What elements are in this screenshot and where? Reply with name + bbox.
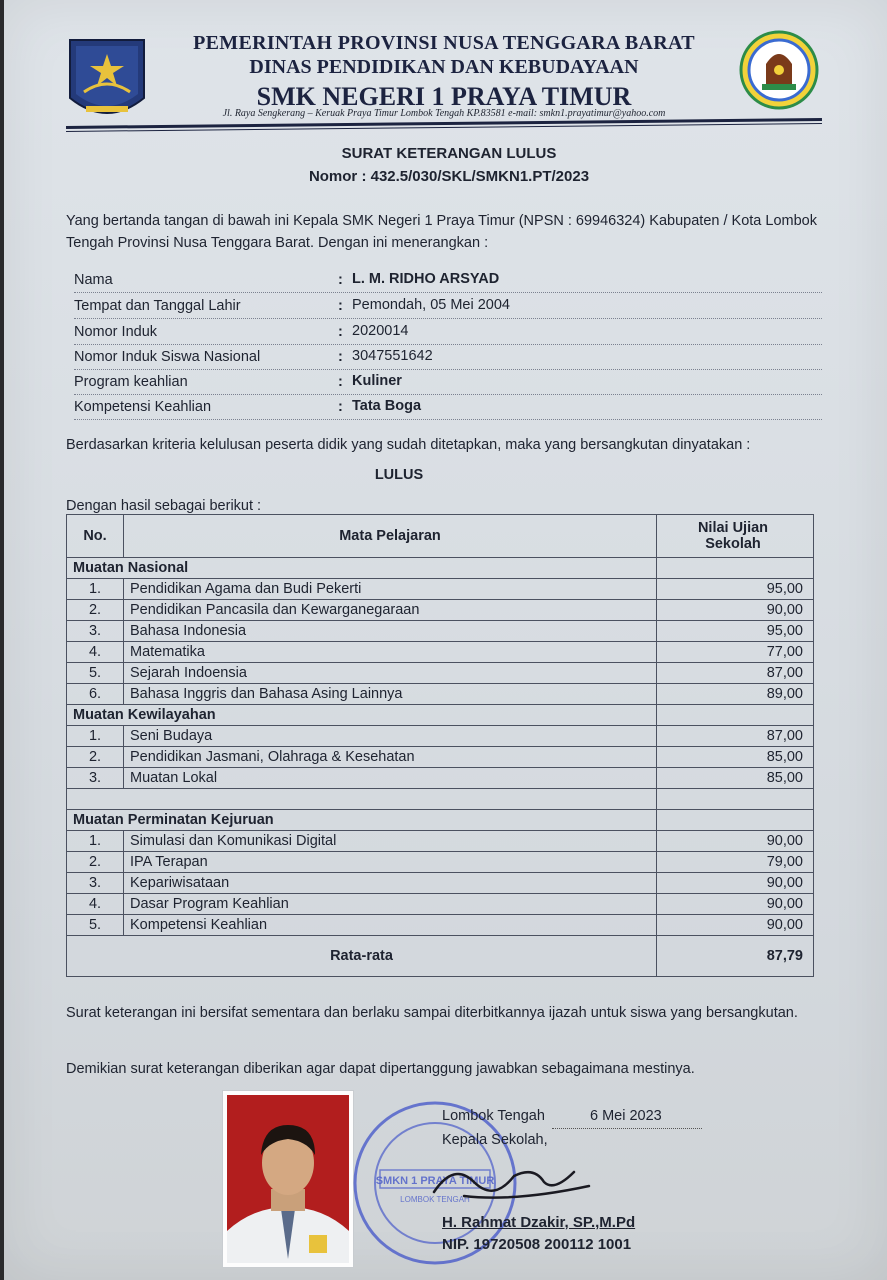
identity-value: L. M. RIDHO ARSYAD	[352, 271, 500, 287]
identity-row	[74, 370, 822, 395]
row-number: 4.	[67, 894, 124, 915]
table-row	[67, 684, 814, 705]
table-row	[67, 663, 814, 684]
table-row	[67, 831, 814, 852]
table-spacer-row	[67, 789, 814, 810]
table-row	[67, 852, 814, 873]
identity-colon: :	[338, 324, 343, 340]
row-subject: Kepariwisataan	[124, 873, 657, 894]
average-row	[67, 936, 814, 977]
date-dotted-line	[552, 1128, 702, 1129]
row-subject: Muatan Lokal	[124, 768, 657, 789]
identity-value: Pemondah, 05 Mei 2004	[352, 297, 510, 313]
signature-date: 6 Mei 2023	[590, 1108, 662, 1124]
row-score: 87,00	[657, 663, 814, 684]
provincial-emblem-icon	[66, 36, 148, 124]
identity-value: 3047551642	[352, 348, 433, 364]
section-empty-cell	[657, 810, 814, 831]
section-empty-cell	[657, 558, 814, 579]
row-number: 4.	[67, 642, 124, 663]
table-row	[67, 768, 814, 789]
section-title: Muatan Perminatan Kejuruan	[67, 810, 657, 831]
row-number: 3.	[67, 621, 124, 642]
row-score: 79,00	[657, 852, 814, 873]
identity-label: Tempat dan Tanggal Lahir	[74, 298, 241, 314]
average-label: Rata-rata	[67, 936, 657, 977]
document-number: Nomor : 432.5/030/SKL/SMKN1.PT/2023	[308, 168, 590, 185]
identity-label: Kompetensi Keahlian	[74, 399, 212, 415]
identity-label: Nomor Induk	[74, 324, 158, 340]
row-subject: Pendidikan Agama dan Budi Pekerti	[124, 579, 657, 600]
identity-value: Kuliner	[352, 373, 402, 389]
school-name: SMK NEGERI 1 PRAYA TIMUR	[256, 82, 632, 111]
identity-label: Nama	[74, 272, 113, 288]
row-subject: IPA Terapan	[124, 852, 657, 873]
row-score: 87,00	[657, 726, 814, 747]
headmaster-name: H. Rahmat Dzakir, SP.,M.Pd	[442, 1214, 636, 1231]
table-row	[67, 873, 814, 894]
row-score: 90,00	[657, 873, 814, 894]
school-address: Jl. Raya Sengkerang – Keruak Praya Timur Lombok Tengah KP.83581 e-mail: smkn1.prayatimur@yahoo.com	[222, 108, 666, 119]
row-score: 90,00	[657, 831, 814, 852]
row-score: 85,00	[657, 768, 814, 789]
table-row	[67, 621, 814, 642]
row-score: 89,00	[657, 684, 814, 705]
row-number: 5.	[67, 915, 124, 936]
svg-text:LOMBOK TENGAH: LOMBOK TENGAH	[400, 1195, 470, 1204]
row-subject: Sejarah Indoensia	[124, 663, 657, 684]
row-number: 2.	[67, 852, 124, 873]
table-row	[67, 642, 814, 663]
row-subject: Bahasa Indonesia	[124, 621, 657, 642]
identity-colon: :	[338, 272, 343, 288]
temporary-note: Surat keterangan ini bersifat sementara dan berlaku sampai diterbitkannya ijazah untuk siswa yang bersangkutan.	[66, 1005, 798, 1021]
table-caption: Dengan hasil sebagai berikut :	[66, 498, 262, 514]
row-subject: Bahasa Inggris dan Bahasa Asing Lainnya	[124, 684, 657, 705]
row-subject: Simulasi dan Komunikasi Digital	[124, 831, 657, 852]
column-header-score-line1: Nilai Ujian	[697, 520, 769, 536]
average-value: 87,79	[657, 936, 814, 977]
table-row	[67, 726, 814, 747]
identity-colon: :	[338, 374, 343, 390]
identity-row	[74, 268, 822, 293]
school-emblem-icon	[738, 26, 820, 114]
row-number: 1.	[67, 831, 124, 852]
section-row	[67, 558, 814, 579]
row-subject: Seni Budaya	[124, 726, 657, 747]
headmaster-nip: NIP. 19720508 200112 1001	[442, 1236, 632, 1253]
row-score: 77,00	[657, 642, 814, 663]
row-number: 6.	[67, 684, 124, 705]
document-page	[4, 0, 887, 1280]
identity-row	[74, 395, 822, 420]
row-subject: Kompetensi Keahlian	[124, 915, 657, 936]
column-header-subject: Mata Pelajaran	[124, 515, 657, 558]
row-score: 90,00	[657, 894, 814, 915]
section-title: Muatan Nasional	[67, 558, 657, 579]
table-row	[67, 600, 814, 621]
column-header-score	[657, 515, 814, 558]
identity-row	[74, 294, 822, 319]
result-status: LULUS	[374, 467, 424, 483]
identity-value: 2020014	[352, 323, 409, 339]
header-line-1: PEMERINTAH PROVINSI NUSA TENGGARA BARAT	[193, 32, 695, 54]
student-photo-icon	[222, 1090, 354, 1268]
spacer-cell	[67, 789, 657, 810]
table-row	[67, 579, 814, 600]
row-subject: Pendidikan Jasmani, Olahraga & Kesehatan	[124, 747, 657, 768]
section-empty-cell	[657, 705, 814, 726]
section-row	[67, 810, 814, 831]
row-subject: Pendidikan Pancasila dan Kewarganegaraan	[124, 600, 657, 621]
intro-paragraph: Yang bertanda tangan di bawah ini Kepala SMK Negeri 1 Praya Timur (NPSN : 69946324) Kabupaten / Kota Lombok Tengah Provinsi Nusa Tenggara Barat. Dengan ini menerangkan :	[66, 213, 817, 251]
identity-row	[74, 345, 822, 370]
identity-value: Tata Boga	[352, 398, 422, 414]
row-number: 5.	[67, 663, 124, 684]
identity-row	[74, 320, 822, 345]
row-number: 2.	[67, 747, 124, 768]
row-score: 90,00	[657, 600, 814, 621]
row-subject: Dasar Program Keahlian	[124, 894, 657, 915]
row-score: 85,00	[657, 747, 814, 768]
closing-note: Demikian surat keterangan diberikan agar dapat dipertanggung jawabkan sebagaimana mestinya.	[66, 1061, 695, 1077]
column-header-no: No.	[67, 515, 124, 558]
table-row	[67, 747, 814, 768]
signature-role: Kepala Sekolah,	[442, 1132, 548, 1148]
row-number: 3.	[67, 768, 124, 789]
header-line-2: DINAS PENDIDIKAN DAN KEBUDAYAAN	[249, 56, 639, 78]
table-row	[67, 915, 814, 936]
spacer-cell	[657, 789, 814, 810]
table-header-row	[67, 515, 814, 558]
row-number: 1.	[67, 726, 124, 747]
identity-label: Nomor Induk Siswa Nasional	[74, 349, 261, 365]
identity-label: Program keahlian	[74, 374, 188, 390]
row-score: 95,00	[657, 621, 814, 642]
signature-place: Lombok Tengah	[442, 1108, 545, 1124]
row-number: 2.	[67, 600, 124, 621]
row-score: 95,00	[657, 579, 814, 600]
criteria-paragraph: Berdasarkan kriteria kelulusan peserta didik yang sudah ditetapkan, maka yang bersangkutan dinyatakan :	[66, 437, 751, 453]
identity-colon: :	[338, 399, 343, 415]
grades-table	[66, 514, 814, 977]
row-number: 1.	[67, 579, 124, 600]
row-number: 3.	[67, 873, 124, 894]
row-subject: Matematika	[124, 642, 657, 663]
identity-colon: :	[338, 349, 343, 365]
table-row	[67, 894, 814, 915]
identity-colon: :	[338, 298, 343, 314]
svg-text:SMKN 1 PRAYA TIMUR: SMKN 1 PRAYA TIMUR	[375, 1175, 495, 1187]
row-score: 90,00	[657, 915, 814, 936]
handwritten-signature-icon	[424, 1152, 594, 1212]
document-title: SURAT KETERANGAN LULUS	[341, 145, 557, 162]
section-title: Muatan Kewilayahan	[67, 705, 657, 726]
section-row	[67, 705, 814, 726]
column-header-score-line2: Sekolah	[705, 536, 761, 552]
